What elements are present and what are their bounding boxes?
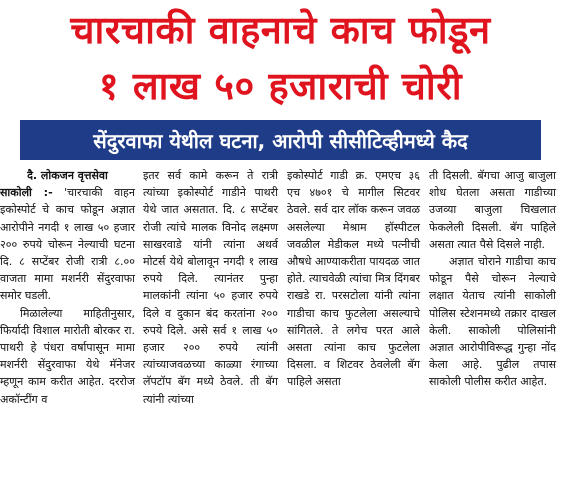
article-text: इकोस्पोर्ट गाडी क्र. एमएच ३६ एच ४७०१ चे मागील सिटवर ठेवले. सर्व दार लॉक करून जवळ असलेल्या मेश्राम हॉस्पीटल जवळील मेडीकल मध्ये पत्नीची औषधे आण्याकरीता पायदळ जात होते. त्याचवेळी त्यांचा मित्र दिंगबर राखडे रा. परसटोला यांनी त्यांना गाडीचा काच फुटलेला असल्याचे सांगितले. ते लगेच परत आले असता त्यांना काच फुटलेला दिसला. व शिटवर ठेवलेली बॅग पाहिले असता [287,169,420,389]
article-paragraph [0,184,135,304]
subheadline-text: सेंदुरवाफा येथील घटना, आरोपी सीसीटिव्हीमध्ये कैद [93,128,468,153]
article-text: 'चारचाकी वाहन इकोस्पोर्ट चे काच फोडून अज्ञात आरोपीने नगदी १ लाख ५० हजार २०० रुपये चोरून नेल्याची घटना दि. ८ सप्टेंबर रोजी रात्री ८.०० वाजता मामा मशर्नरी सेंदुरवाफा समोर घडली. [0,186,135,303]
headline-line-2: १ लाख ५० हजाराची चोरी [98,64,463,108]
article-paragraph [0,305,135,408]
dateline: साकोली :- [0,186,53,200]
headline-line-1: चारचाकी वाहनाचे काच फोडून [70,8,491,52]
article-paragraph [429,253,556,391]
article-column-2 [140,167,283,485]
subheadline-banner [20,120,541,160]
article-text: अज्ञात चोराने गाडीचा काच फोडून पैसे चोरून नेल्याचे लक्षात येताच त्यांनी साकोली पोलिस स्टेशनमध्ये तक्रार दाखल केली. साकोली पोलिसांनी अज्ञात आरोपीविरूद्ध गुन्हा नोंद केला आहे. पुढील तपास साकोली पोलीस करीत आहेत. [429,255,556,389]
article-body [0,167,561,485]
article-column-1 [0,167,140,485]
article-column-3 [283,167,425,485]
article-text: इतर सर्व कामे करून ते रात्री त्यांच्या इकोस्पोर्ट गाडीने पाथरी येथे जात असतात. दि. ८ सप्टेंबर रोजी त्यांचे मालक विनोद लक्ष्मण साखरवाडे यांनी त्यांना अथर्व मोटर्स येथे बोलावून नगदी १ लाख रुपये दिले. त्यानंतर पुन्हा मालकांनी त्यांना ५० हजार रुपये दिले व दुकान बंद करतांना २०० रुपये दिले. असे सर्व १ लाख ५० हजार २०० रुपये त्यांनी त्यांच्याजवळच्या काळ्या रंगाच्या लॅपटॉप बॅग मध्ये ठेवले. ती बॅग त्यांनी त्यांच्या [143,169,278,406]
article-text: मिळालेल्या माहितीनुसार, फिर्यादी विशाल मारोती बोरकर रा. पाथरी हे पंधरा वर्षापासून मामा मशर्नरी सेंदुरवाफा येथे मॅनेजर म्हणून काम करीत आहेत. दररोज अकॉन्टींग व [0,306,135,406]
byline: दै. लोकजन वृत्तसेवा [27,169,108,182]
article-column-4 [425,167,561,485]
article-text: ती दिसली. बॅगचा आजु बाजुला शोध घेतला असता गाडीच्या उजव्या बाजुला चिखलात फेकलेली दिसली. बॅग पाहिले असता त्यात पैसे दिसले नाही. [429,169,556,251]
